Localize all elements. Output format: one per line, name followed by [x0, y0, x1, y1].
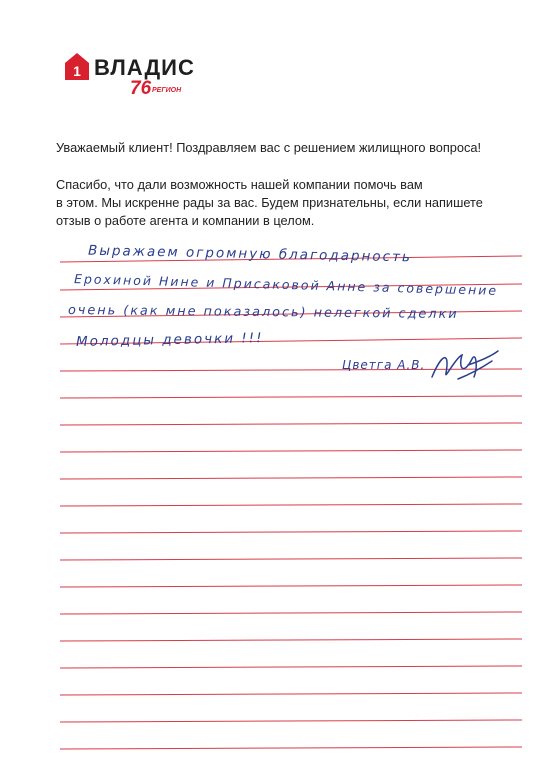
ruled-line	[60, 450, 522, 452]
ruled-line	[60, 720, 522, 722]
logo-region-label: РЕГИОН	[152, 87, 182, 94]
letter-paragraph-line-3: отзыв о работе агента и компании в целом.	[56, 213, 315, 228]
ruled-line	[60, 423, 522, 425]
ruled-line	[60, 504, 522, 506]
svg-text:1: 1	[73, 63, 81, 79]
handwritten-line-4: Молодцы девочки !!!	[75, 330, 264, 350]
handwritten-signature	[428, 347, 500, 385]
logo-wordmark: ВЛАДИС	[94, 55, 195, 80]
greeting-text: Уважаемый клиент! Поздравляем вас с решением жилищного вопроса!	[56, 140, 482, 155]
ruled-line	[60, 693, 522, 695]
ruled-line	[60, 666, 522, 668]
ruled-line	[60, 639, 522, 641]
ruled-line	[60, 396, 522, 398]
ruled-line	[60, 477, 522, 479]
handwritten-line-2: Ерохиной Нине и Присаковой Анне за совершение	[73, 271, 499, 298]
letter-paragraph-line-2: в этом. Мы искренне рады за вас. Будем признательны, если напишете	[56, 195, 483, 210]
signature-name: Цветга А.В.	[342, 358, 426, 372]
logo-region-number: 76	[130, 78, 152, 99]
ruled-line	[60, 558, 522, 560]
letter-paragraph-line-1: Спасибо, что дали возможность нашей компании помочь вам	[56, 177, 423, 192]
ruled-line	[60, 531, 522, 533]
ruled-line	[60, 585, 522, 587]
handwritten-line-1: Выражаем огромную благодарность	[87, 242, 413, 266]
ruled-line	[60, 612, 522, 614]
handwritten-line-3: очень (как мне показалось) нелегкой сделки	[67, 302, 459, 323]
ruled-line	[60, 747, 522, 749]
